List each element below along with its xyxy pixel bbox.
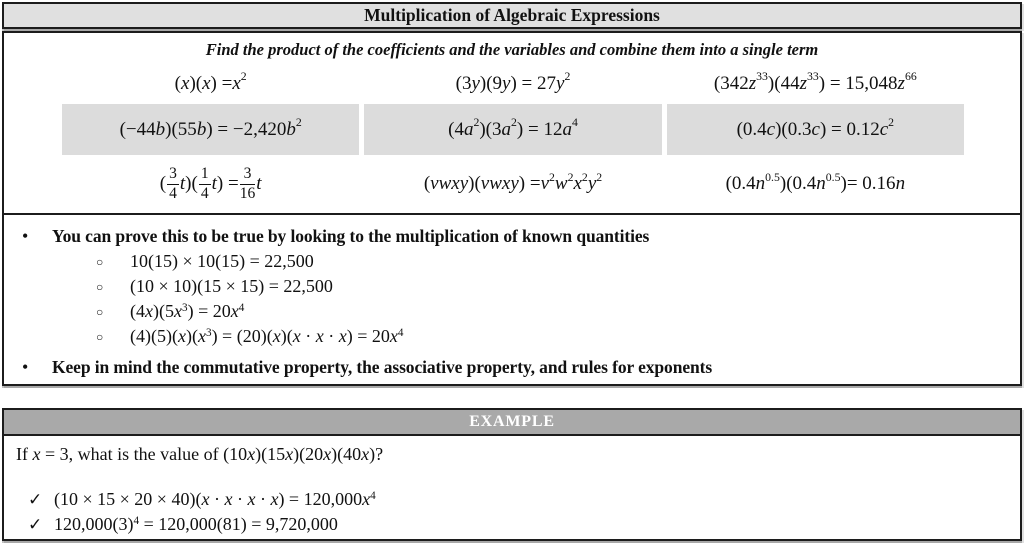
- equation-cell: ( $\frac{3}{4}$ t )( $\frac{1}{4}$ t ) = $\frac{3}{16}$ t: [159, 165, 262, 202]
- example-step-text: $(10 \times 15 \times 20 \times 40)(x \cdot x \cdot x \cdot x) = 120,000x^4$: [54, 489, 376, 509]
- sub-bullet-text: (10 × 10)(15 × 15) = 22,500: [130, 276, 333, 296]
- example-step: [14, 512, 1010, 537]
- equation-cell: ( x )( x ) = x $^2$: [174, 70, 247, 94]
- equation-cell: (−44 b )(55 b ) = −2,420 b $^2$: [62, 104, 359, 155]
- sub-bullet-text: $(4x)(5x^3) = 20x^4$: [130, 301, 245, 321]
- example-header-label: EXAMPLE: [469, 413, 555, 430]
- equation-cell: (4 a $^2$ )(3 a $^2$ ) = 12 a $^4$: [364, 104, 661, 155]
- checkmark-icon: ✓: [28, 515, 43, 534]
- equation-cell: (0.4 n $^{0.5}$ )(0.4 n $^{0.5}$ ) = 0.16 n: [725, 170, 906, 195]
- equation-table: [4, 63, 1020, 213]
- equation-row: [62, 63, 964, 104]
- title-bar: [2, 2, 1022, 29]
- sub-bullet-icon: ○: [96, 330, 104, 344]
- equation-row: [62, 155, 964, 213]
- sub-list-item: [4, 250, 1012, 275]
- bullet-text: You can prove this to be true by looking to the multiplication of known quantities: [52, 226, 650, 246]
- sub-bullet-icon: ○: [96, 255, 104, 269]
- sub-list-item: [4, 300, 1012, 325]
- equation-cell: ( vwxy )( vwxy ) = v $^2$ w $^2$ x $^2$ y $^2$: [423, 170, 603, 195]
- example-panel: [2, 408, 1022, 541]
- equation-cell: (3 y )(9 y ) = 27 y $^2$: [455, 70, 571, 94]
- example-header: [4, 410, 1020, 436]
- example-body: [4, 436, 1020, 541]
- example-step-text: $120,000(3)^4 = 120,000(81) = 9,720,000$: [54, 514, 338, 534]
- checkmark-icon: ✓: [28, 490, 43, 509]
- list-item: [4, 355, 1012, 380]
- equation-cell: (342 z $^{33}$ )(44 z $^{33}$ ) = 15,048 z $^{66}$: [713, 70, 917, 94]
- example-step: [14, 487, 1010, 512]
- sub-bullet-icon: ○: [96, 305, 104, 319]
- instruction-text: Find the product of the coefficients and the variables and combine them into a single term: [205, 40, 819, 59]
- sub-bullet-icon: ○: [96, 280, 104, 294]
- sub-list: [4, 250, 1012, 350]
- bullet-icon: •: [22, 357, 29, 377]
- sub-bullet-text: $(4)(5)(x)(x^3) = (20)(x)(x \cdot x \cdot x) = 20x^4$: [130, 326, 404, 346]
- bullet-text: Keep in mind the commutative property, the associative property, and rules for exponents: [52, 357, 713, 377]
- equation-row-highlighted: [62, 104, 964, 155]
- page-title: Multiplication of Algebraic Expressions: [364, 5, 660, 25]
- list-item: [4, 224, 1012, 249]
- sub-list-item: [4, 275, 1012, 300]
- notes-list: [4, 213, 1020, 388]
- sub-list-item: [4, 325, 1012, 350]
- example-question: If x = 3, what is the value of (10x)(15x)(20x)(40x)?: [16, 444, 384, 464]
- equation-cell: (0.4 c )(0.3 c ) = 0.12 c $^2$: [667, 104, 964, 155]
- sub-bullet-text: 10(15) × 10(15) = 22,500: [130, 251, 314, 271]
- rules-panel: [2, 31, 1022, 386]
- bullet-icon: •: [22, 226, 29, 246]
